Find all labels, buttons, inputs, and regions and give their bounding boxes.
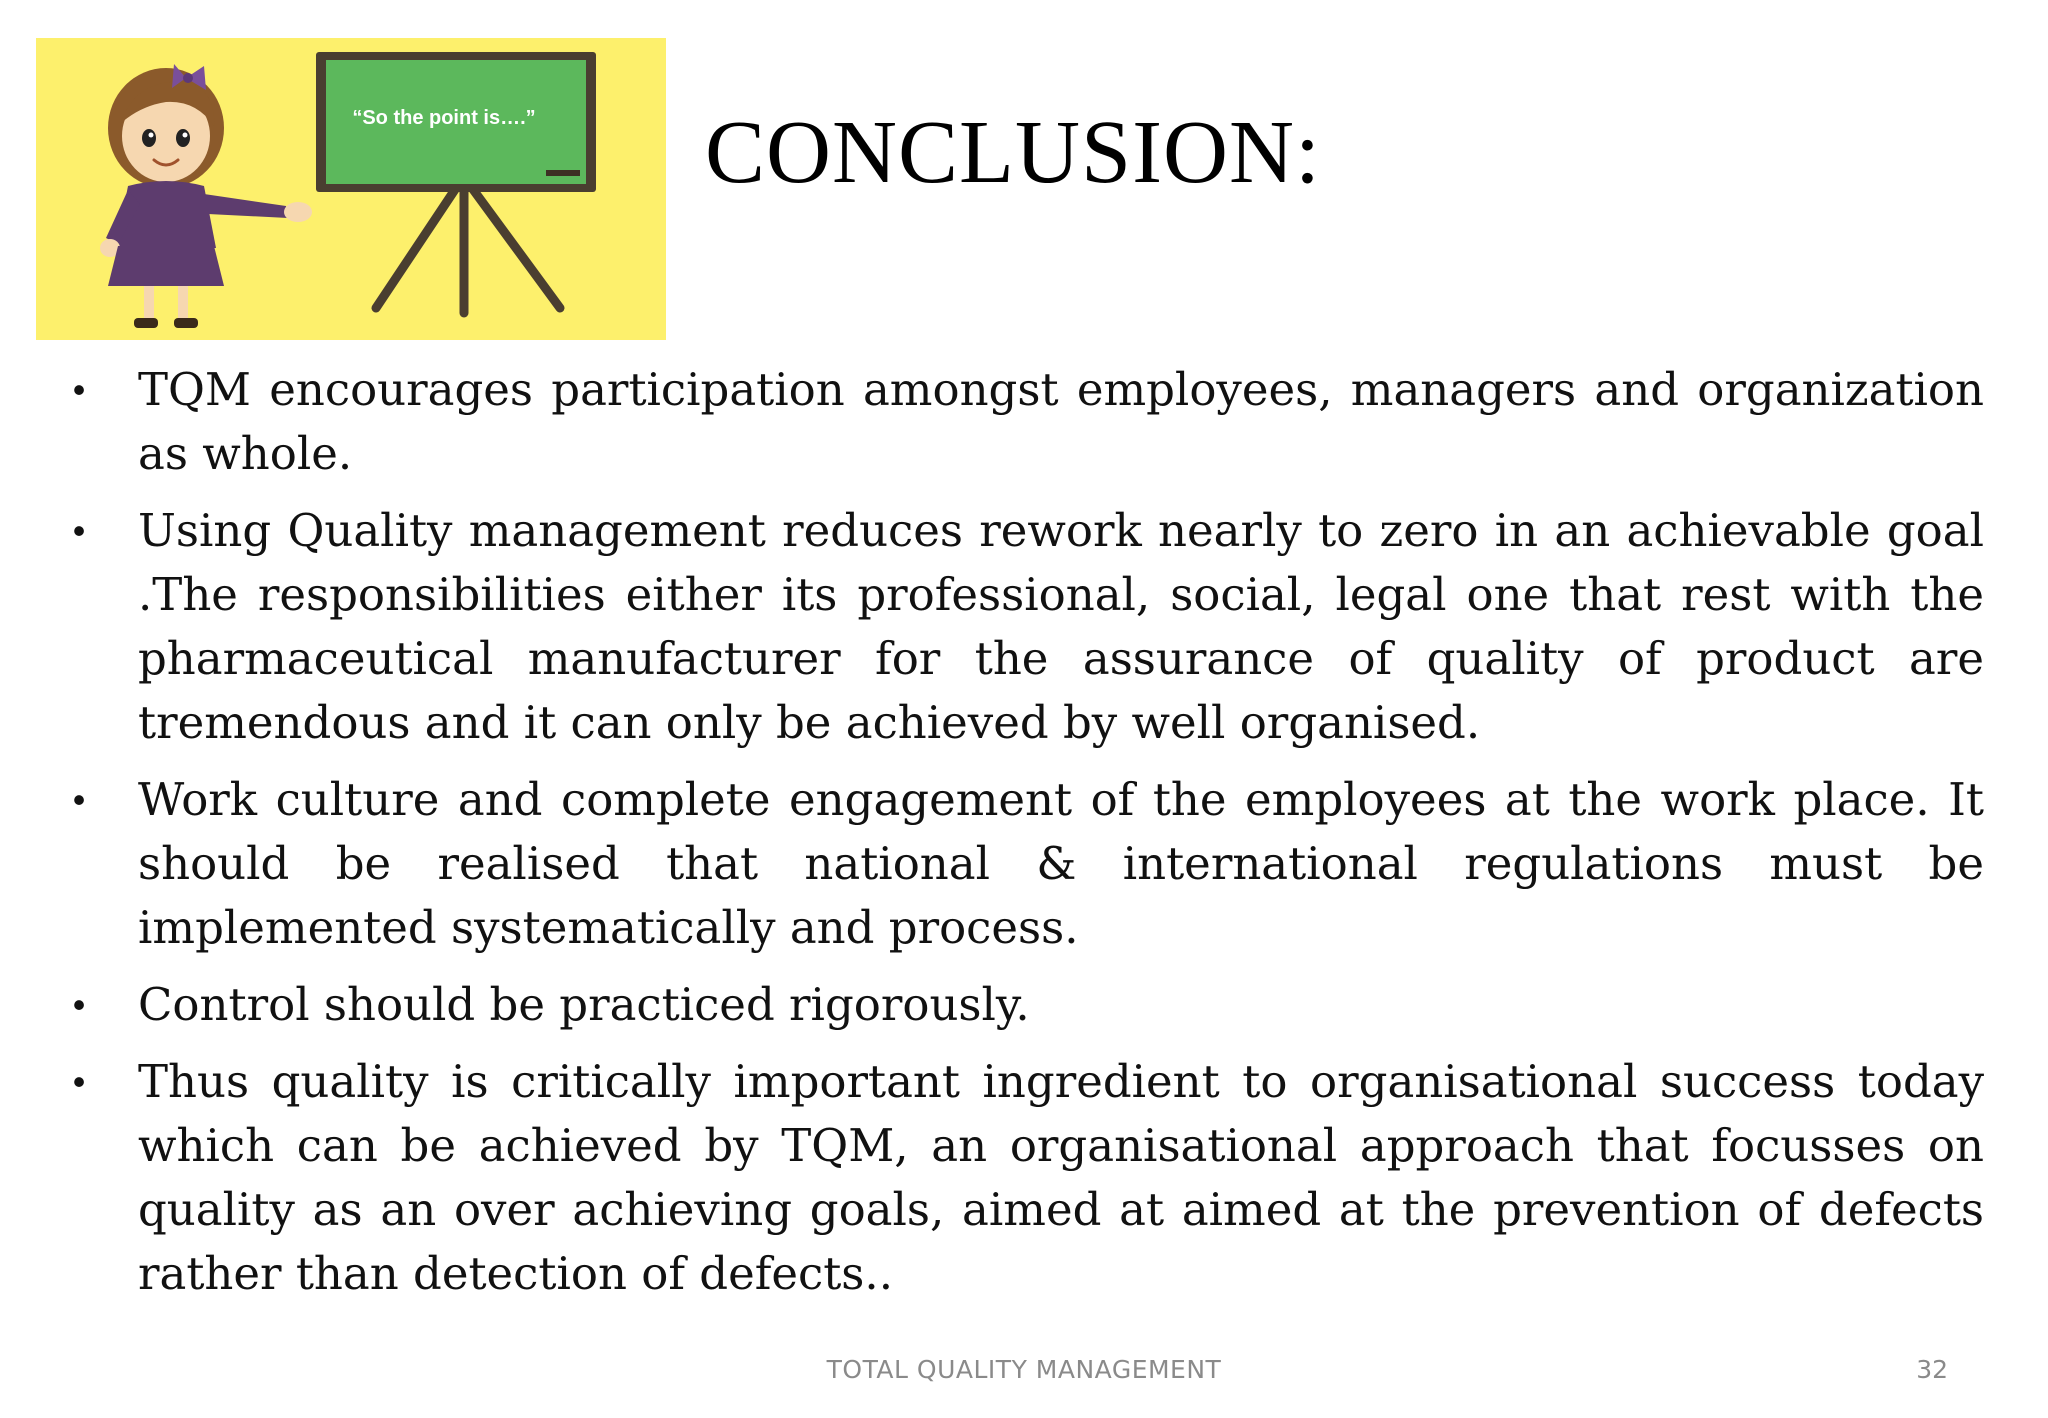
bullet-marker: • <box>72 1061 86 1102</box>
bullet-marker: • <box>72 779 86 820</box>
bullet-item <box>64 768 1984 960</box>
teacher-with-chalkboard-icon <box>36 38 666 340</box>
bullet-marker: • <box>72 369 86 410</box>
bullet-text: TQM encourages participation amongst employees, managers and organization as whole. <box>138 363 1984 480</box>
bullet-marker: • <box>72 510 86 551</box>
bullet-item <box>64 499 1984 755</box>
bullet-item <box>64 358 1984 486</box>
page-number: 32 <box>1916 1355 1948 1384</box>
bullet-text: Control should be practiced rigorously. <box>138 978 1030 1031</box>
board-text: “So the point is….” <box>352 107 536 129</box>
bullet-item <box>64 973 1984 1037</box>
bullet-marker: • <box>72 984 86 1025</box>
footer-text: TOTAL QUALITY MANAGEMENT <box>826 1355 1222 1384</box>
slide-title: CONCLUSION: <box>705 103 1322 202</box>
bullet-text: Work culture and complete engagement of the employees at the work place. It should be realised that national & international regulations must be implemented systematically and process. <box>138 773 1984 954</box>
bullet-text: Using Quality management reduces rework nearly to zero in an achievable goal .The responsibilities either its professional, social, legal one that rest with the pharmaceutical manufacturer for the assurance of quality of product are tremendous and it can only be achieved by well organised. <box>138 504 1984 749</box>
bullet-list <box>64 358 1984 1319</box>
bullet-item <box>64 1050 1984 1306</box>
bullet-text: Thus quality is critically important ingredient to organisational success today which can be achieved by TQM, an organisational approach that focusses on quality as an over achieving goals, aimed at aimed at the prevention of defects rather than detection of defects.. <box>138 1055 1984 1300</box>
